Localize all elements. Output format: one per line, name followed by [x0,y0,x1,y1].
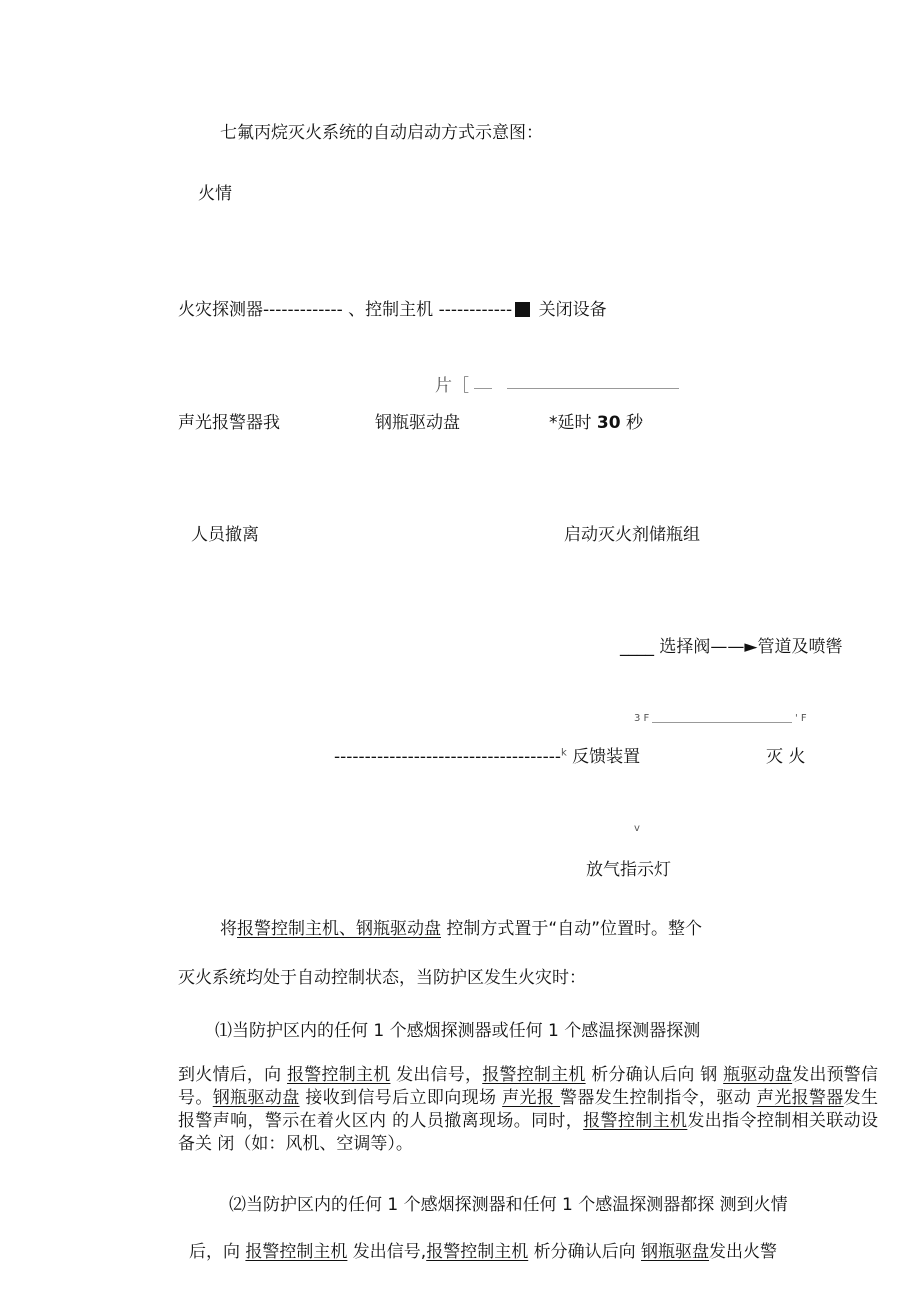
delay-prefix: *延时 [549,413,592,433]
paragraph-1 [220,914,702,939]
mark-k: k [560,747,567,759]
paragraph-5: ⑵当防护区内的任何 1 个感烟探测器和任何 1 个感温探测器都探 测到火情 [229,1195,788,1215]
underlined-term: 瓶驱动盘 [723,1065,793,1085]
flow-row-feedback [334,742,640,767]
node-detector: 火灾探测器 [178,300,263,320]
dash-connector-long: ------------------------------------- [334,747,561,767]
node-alarm: 声光报警器我 [178,413,280,433]
comma-mark: 、 [348,300,366,320]
text: 将 [220,919,237,939]
arrow-head-square [515,302,530,317]
underlined-term: 报警控制主机 [426,1242,529,1262]
dash-connector: ------------- [263,300,343,320]
text: 发出信号， [390,1065,483,1085]
delay-unit: 秒 [625,413,643,433]
node-delay [549,408,643,433]
arrow-connector: ——► [710,637,758,657]
text: 控制方式置于“自动”位置时。整个 [441,919,703,939]
underlined-term: 声光报警器 [756,1088,844,1108]
node-extinguish: 灭 火 [766,747,806,767]
node-select-valve: 选择阀 [659,637,711,657]
delay-value: 30 [596,413,621,433]
node-feedback: 反馈装置 [572,747,641,767]
divider-line [652,722,792,723]
text: 发出预警信号。 [178,1065,879,1108]
paragraph-6 [189,1237,777,1262]
diagram-title: 七氟丙烷灭火系统的自动启动方式示意图： [220,123,543,143]
underlined-term: 钢瓶驱盘 [641,1242,710,1262]
underlined-term: 钢瓶驱动盘 [212,1088,300,1108]
node-fire: 火情 [198,184,232,204]
text: 发出指令控制相关联动设备关 闭（如：风机、空调等）。 [178,1111,879,1154]
stray-mark: 片［ [435,376,469,396]
blank-line: ____ [620,637,654,657]
node-close-equipment: 关闭设备 [538,300,607,320]
mark-3f: 3 F [634,713,650,724]
flow-row-valve [620,632,842,657]
flow-row-detector [178,295,607,320]
text: 到火情后，向 [178,1065,288,1085]
paragraph-3: ⑴当防护区内的任何 1 个感烟探测器或任何 1 个感温探测器探测 [215,1021,701,1041]
text: 析分确认后向 钢 [585,1065,724,1085]
underlined-term: 报警控制主机 [482,1065,586,1085]
underlined-term: 声光报 [502,1088,561,1108]
mark-v: v [634,823,640,834]
node-pipe: 管道及喷辔 [757,637,843,657]
node-control-host: 控制主机 [365,300,434,320]
node-start-bottles: 启动灭火剂储瓶组 [564,525,700,545]
paragraph-2: 灭火系统均处于自动控制状态，当防护区发生火灾时： [178,968,586,988]
text: 接收到信号后立即向现场 [299,1088,503,1108]
node-evacuate: 人员撤离 [191,525,259,545]
mark-f: ' F [795,713,807,724]
text: 发出信号, [347,1242,427,1262]
node-bottle-driver: 钢瓶驱动盘 [375,413,460,433]
text: 发出火警 [709,1242,778,1262]
node-indicator: 放气指示灯 [586,860,671,880]
underlined-term: 报警控制主机、钢瓶驱动盘 [237,919,441,939]
text: 后，向 [189,1242,246,1262]
divider-line [507,388,679,389]
text: 析分确认后向 [528,1242,642,1262]
dash-connector: ------------ [438,300,513,320]
underlined-term: 报警控制主机 [287,1065,391,1085]
underlined-term: 报警控制主机 [583,1111,688,1131]
text: 警器发生控制指令，驱动 [560,1088,757,1108]
text: 发生报警声响，警示在着火区内 的人员撤离现场。同时， [178,1088,879,1131]
underlined-term: 报警控制主机 [245,1242,348,1262]
divider-line [474,388,492,389]
paragraph-4 [178,1064,878,1156]
